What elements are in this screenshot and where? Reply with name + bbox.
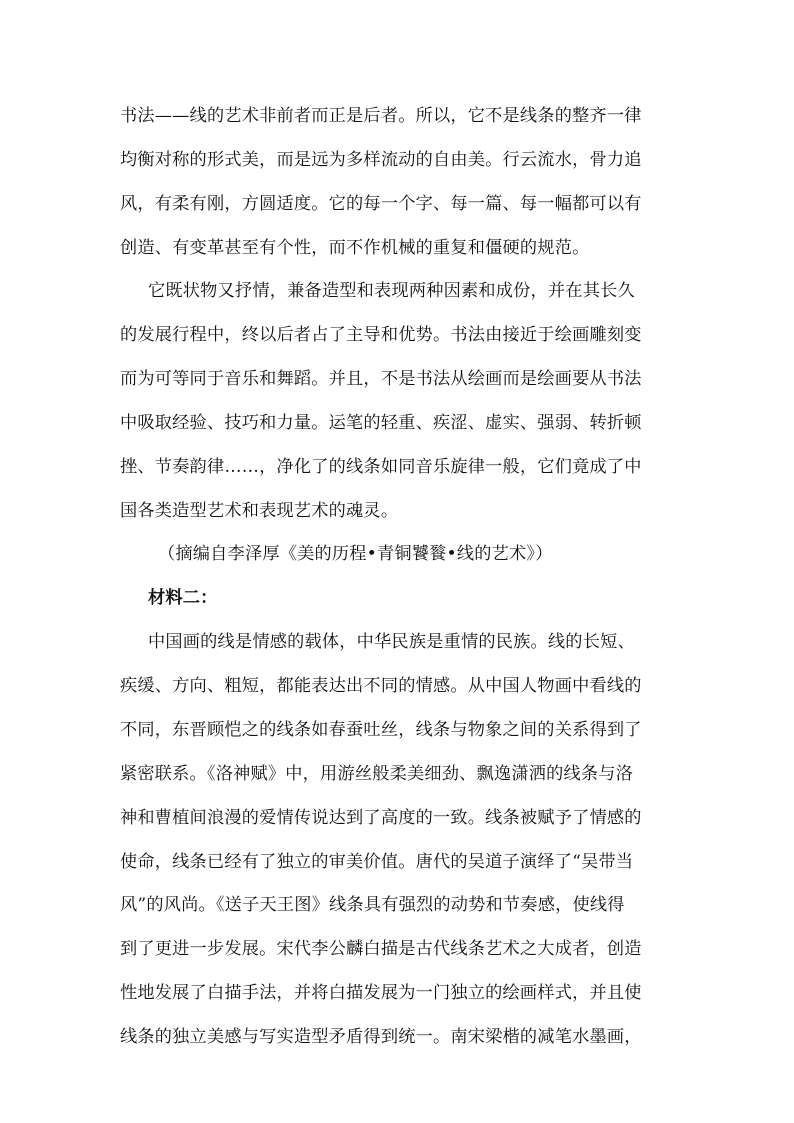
paragraph-3-line-4: 紧密联系。《洛神赋》中，用游丝般柔美细劲、飘逸潇洒的线条与洛 [120, 764, 634, 784]
paragraph-3-line-2: 疾缓、方向、粗短，都能表达出不同的情感。从中国人物画中看线的 [120, 676, 642, 696]
paragraph-1-line-4: 创造、有变革甚至有个性，而不作机械的重复和僵硬的规范。 [120, 238, 590, 258]
paragraph-3-line-5: 神和曹植间浪漫的爱情传说达到了高度的一致。线条被赋予了情感的 [120, 808, 642, 828]
paragraph-3-line-1: 中国画的线是情感的载体，中华民族是重情的民族。线的长短、 [148, 632, 635, 652]
paragraph-3-line-9: 性地发展了白描手法，并将白描发展为一门独立的绘画样式，并且使 [120, 983, 642, 1003]
paragraph-3-line-10: 线条的独立美感与写实造型矛盾得到统一。南宋梁楷的减笔水墨画， [120, 1027, 642, 1047]
paragraph-2-line-3: 而为可等同于音乐和舞蹈。并且，不是书法从绘画而是绘画要从书法 [120, 369, 642, 389]
paragraph-2-line-1: 它既状物又抒情，兼备造型和表现两种因素和成份，并在其长久 [148, 281, 635, 301]
paragraph-3-line-7: 风”的风尚。《送子天王图》线条具有强烈的动势和节奏感，使线得 [120, 895, 625, 915]
paragraph-2-line-5: 挫、节奏韵律……，净化了的线条如同音乐旋律一般，它们竟成了中 [120, 457, 642, 477]
paragraph-1-line-3: 风，有柔有刚，方圆适度。它的每一个字、每一篇、每一幅都可以有 [120, 194, 642, 214]
paragraph-2-line-4: 中吸取经验、技巧和力量。运笔的轻重、疾涩、虚实、强弱、转折顿 [120, 413, 642, 433]
paragraph-3-line-3: 不同，东晋顾恺之的线条如春蚕吐丝，线条与物象之间的关系得到了 [120, 720, 642, 740]
paragraph-3-line-6: 使命，线条已经有了独立的审美价值。唐代的吴道子演绎了“吴带当 [120, 852, 634, 872]
paragraph-2-line-6: 国各类造型艺术和表现艺术的魂灵。 [120, 501, 399, 521]
paragraph-1-line-1: 书法——线的艺术非前者而正是后者。所以，它不是线条的整齐一律 [120, 106, 642, 126]
section-heading: 材料二： [148, 588, 218, 608]
paragraph-1-line-2: 均衡对称的形式美，而是远为多样流动的自由美。行云流水，骨力追 [120, 150, 642, 170]
source-citation: （摘编自李泽厚《美的历程•青铜饕餮•线的艺术》） [158, 544, 553, 564]
paragraph-2-line-2: 的发展行程中，终以后者占了主导和优势。书法由接近于绘画雕刻变 [120, 325, 642, 345]
paragraph-3-line-8: 到了更进一步发展。宋代李公麟白描是古代线条艺术之大成者，创造 [120, 939, 642, 959]
